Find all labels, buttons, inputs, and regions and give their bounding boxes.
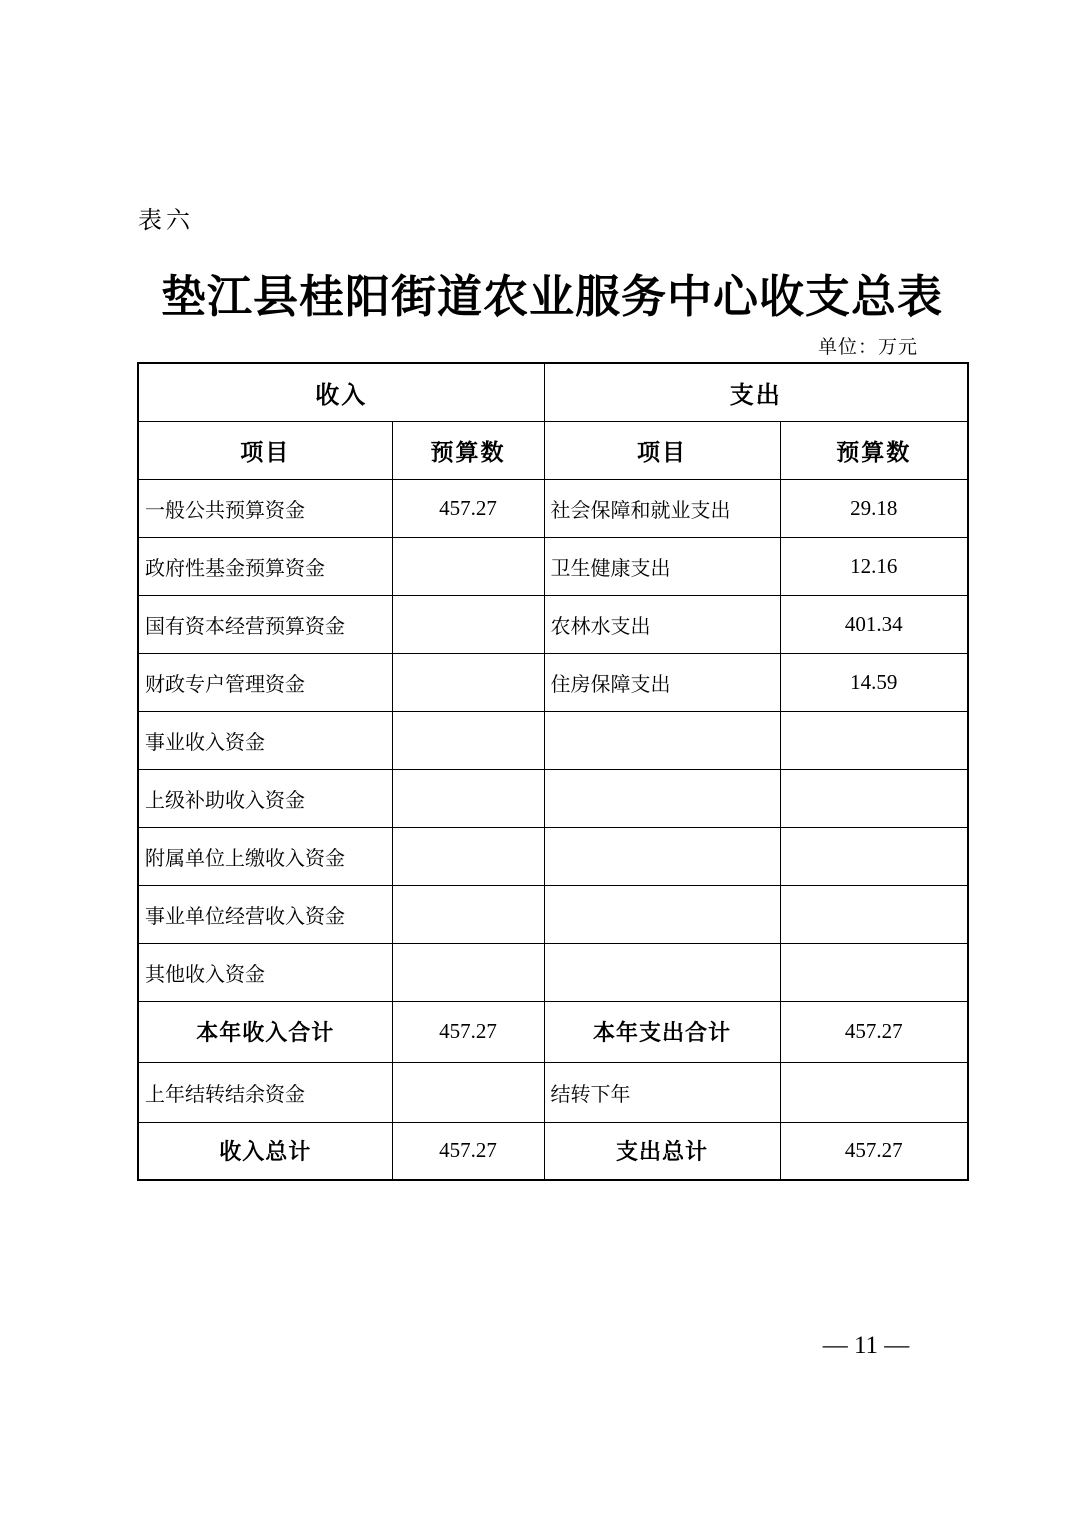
column-header-row bbox=[138, 421, 968, 479]
income-value-cell bbox=[392, 595, 544, 653]
expense-budget-header: 预算数 bbox=[780, 421, 968, 479]
income-value-cell: 457.27 bbox=[392, 479, 544, 537]
section-header-row bbox=[138, 363, 968, 421]
expense-value-cell: 14.59 bbox=[780, 653, 968, 711]
income-value-cell bbox=[392, 711, 544, 769]
income-item-cell: 附属单位上缴收入资金 bbox=[138, 827, 392, 885]
expense-item-cell: 住房保障支出 bbox=[544, 653, 780, 711]
income-value-cell bbox=[392, 537, 544, 595]
expense-subtotal-value: 457.27 bbox=[780, 1001, 968, 1062]
page-title: 垫江县桂阳街道农业服务中心收支总表 bbox=[160, 272, 943, 322]
expense-item-cell: 结转下年 bbox=[544, 1062, 780, 1122]
expense-item-cell bbox=[544, 943, 780, 1001]
income-item-cell: 一般公共预算资金 bbox=[138, 479, 392, 537]
table-row bbox=[138, 537, 968, 595]
expense-item-cell bbox=[544, 827, 780, 885]
budget-table bbox=[137, 362, 969, 1181]
expense-item-cell: 社会保障和就业支出 bbox=[544, 479, 780, 537]
expense-value-cell: 12.16 bbox=[780, 537, 968, 595]
income-item-cell: 其他收入资金 bbox=[138, 943, 392, 1001]
expense-value-cell: 29.18 bbox=[780, 479, 968, 537]
expense-total-label: 支出总计 bbox=[544, 1122, 780, 1180]
expense-total-value: 457.27 bbox=[780, 1122, 968, 1180]
income-item-cell: 上年结转结余资金 bbox=[138, 1062, 392, 1122]
income-item-cell: 上级补助收入资金 bbox=[138, 769, 392, 827]
table-row bbox=[138, 827, 968, 885]
income-value-cell bbox=[392, 1062, 544, 1122]
income-value-cell bbox=[392, 885, 544, 943]
income-budget-header: 预算数 bbox=[392, 421, 544, 479]
income-item-cell: 国有资本经营预算资金 bbox=[138, 595, 392, 653]
income-item-cell: 财政专户管理资金 bbox=[138, 653, 392, 711]
expense-section-header: 支出 bbox=[544, 363, 968, 421]
income-total-label: 收入总计 bbox=[138, 1122, 392, 1180]
income-item-header: 项目 bbox=[138, 421, 392, 479]
expense-item-cell bbox=[544, 711, 780, 769]
expense-value-cell bbox=[780, 1062, 968, 1122]
income-total-value: 457.27 bbox=[392, 1122, 544, 1180]
expense-item-cell bbox=[544, 885, 780, 943]
income-subtotal-value: 457.27 bbox=[392, 1001, 544, 1062]
carryover-row bbox=[138, 1062, 968, 1122]
income-value-cell bbox=[392, 943, 544, 1001]
table-row bbox=[138, 479, 968, 537]
table-row bbox=[138, 769, 968, 827]
expense-subtotal-label: 本年支出合计 bbox=[544, 1001, 780, 1062]
total-row bbox=[138, 1122, 968, 1180]
expense-value-cell bbox=[780, 711, 968, 769]
income-value-cell bbox=[392, 827, 544, 885]
income-item-cell: 事业收入资金 bbox=[138, 711, 392, 769]
expense-item-cell: 农林水支出 bbox=[544, 595, 780, 653]
expense-item-header: 项目 bbox=[544, 421, 780, 479]
expense-value-cell: 401.34 bbox=[780, 595, 968, 653]
expense-item-cell bbox=[544, 769, 780, 827]
expense-value-cell bbox=[780, 943, 968, 1001]
table-row bbox=[138, 885, 968, 943]
expense-item-cell: 卫生健康支出 bbox=[544, 537, 780, 595]
table-row bbox=[138, 711, 968, 769]
income-value-cell bbox=[392, 769, 544, 827]
unit-note: 单位：万元 bbox=[818, 337, 919, 358]
expense-value-cell bbox=[780, 827, 968, 885]
table-row bbox=[138, 653, 968, 711]
page-number: — 11 — bbox=[822, 1332, 910, 1359]
income-item-cell: 事业单位经营收入资金 bbox=[138, 885, 392, 943]
table-label: 表六 bbox=[138, 208, 194, 234]
expense-value-cell bbox=[780, 769, 968, 827]
table-row bbox=[138, 943, 968, 1001]
income-item-cell: 政府性基金预算资金 bbox=[138, 537, 392, 595]
table-row bbox=[138, 595, 968, 653]
income-section-header: 收入 bbox=[138, 363, 544, 421]
income-subtotal-label: 本年收入合计 bbox=[138, 1001, 392, 1062]
subtotal-row bbox=[138, 1001, 968, 1062]
expense-value-cell bbox=[780, 885, 968, 943]
income-value-cell bbox=[392, 653, 544, 711]
